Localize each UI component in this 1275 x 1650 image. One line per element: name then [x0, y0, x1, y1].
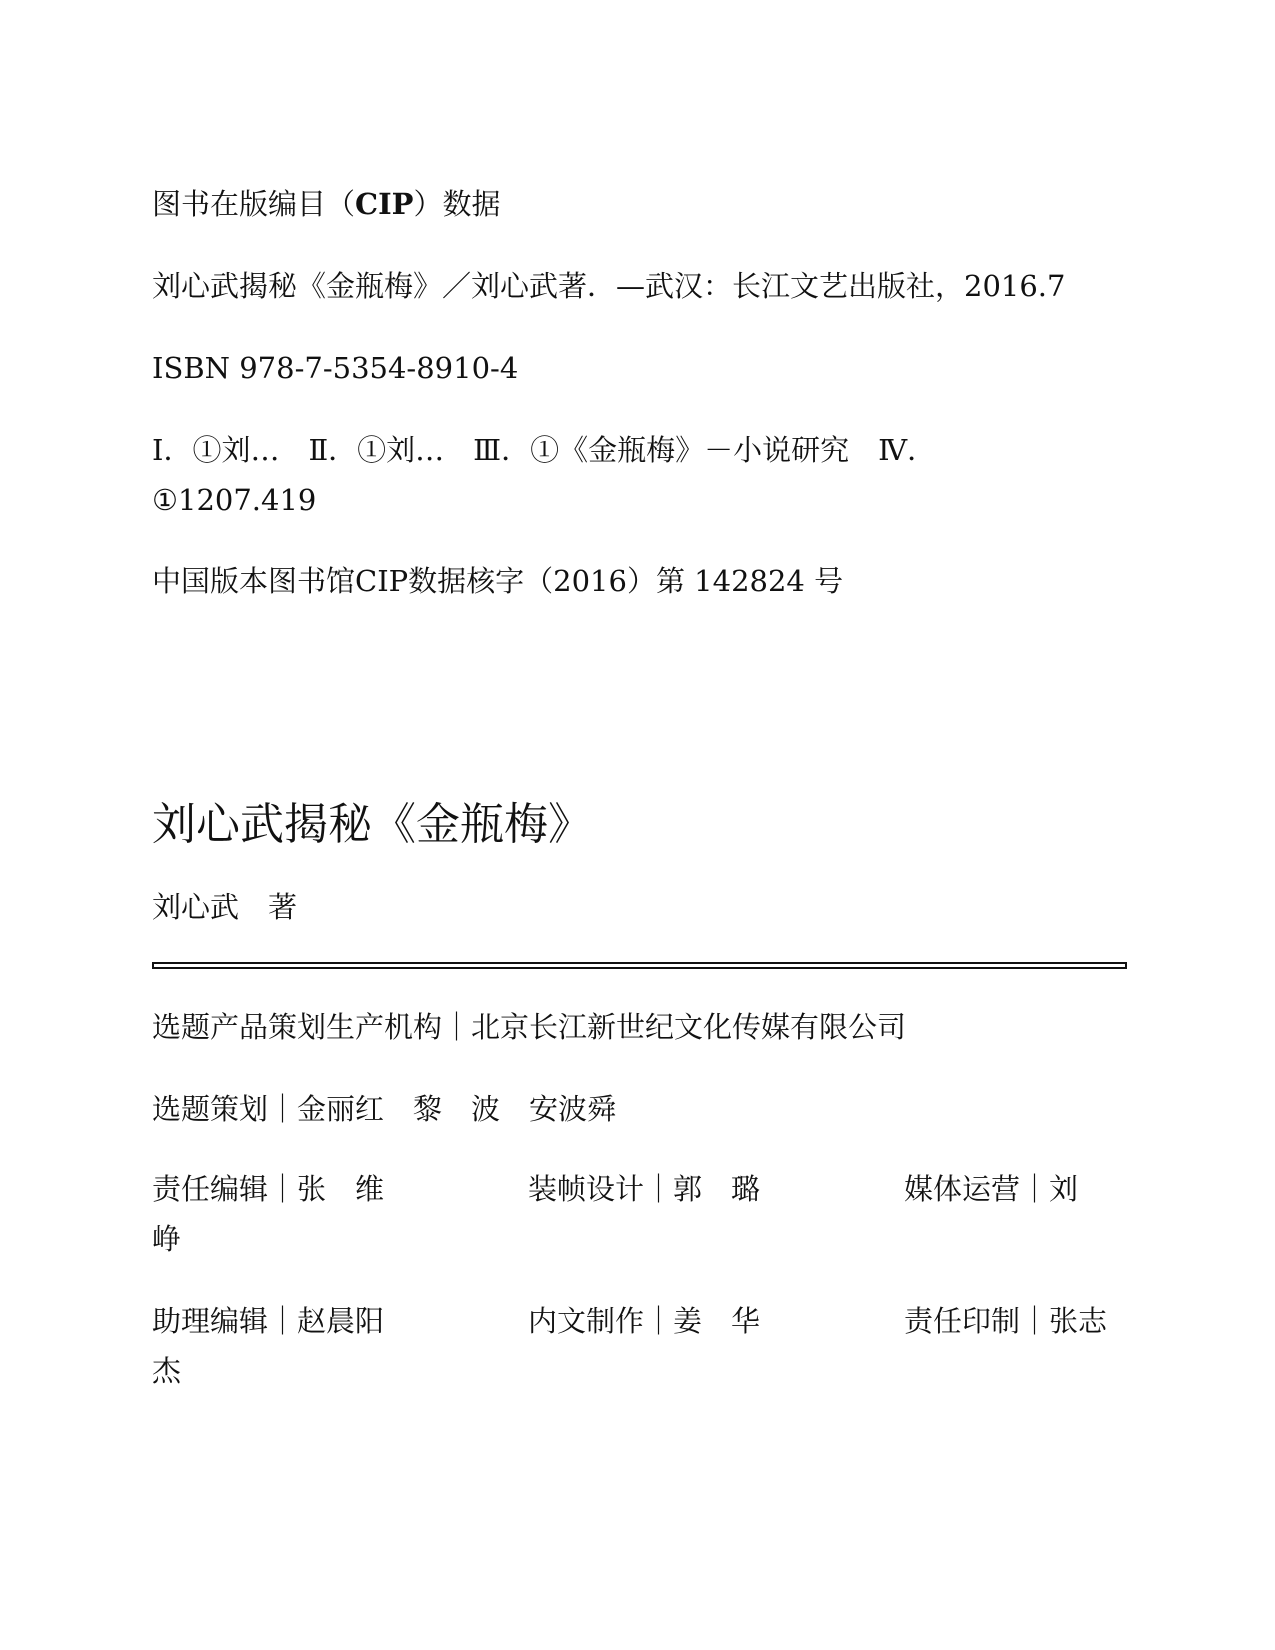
cip-title-line: 刘心武揭秘《金瓶梅》／刘心武著．—武汉：长江文艺出版社，2016.7 — [152, 269, 1066, 303]
double-rule-divider — [152, 962, 1127, 969]
book-author: 刘心武 著 — [152, 890, 298, 924]
cip-heading — [152, 186, 500, 222]
credit-planning: 选题策划｜金丽红 黎 波 安波舜 — [152, 1092, 617, 1126]
credit-media-operations: 媒体运营｜刘 — [904, 1172, 1079, 1206]
credit-text-production: 内文制作｜姜 华 — [528, 1304, 761, 1338]
book-title: 刘心武揭秘《金瓶梅》 — [152, 799, 592, 850]
cip-heading-bold: CIP — [355, 187, 414, 221]
cip-heading-prefix: 图书在版编目（ — [152, 187, 356, 221]
credit-print-supervisor-continued: 杰 — [152, 1354, 182, 1388]
credit-responsible-editor: 责任编辑｜张 维 — [152, 1172, 385, 1206]
credit-assistant-editor: 助理编辑｜赵晨阳 — [152, 1304, 385, 1338]
cip-classification-line-2: ①1207.419 — [152, 483, 317, 517]
copyright-page — [152, 0, 1127, 1650]
credit-binding-design: 装帧设计｜郭 璐 — [528, 1172, 761, 1206]
credit-producer: 选题产品策划生产机构｜北京长江新世纪文化传媒有限公司 — [152, 1010, 907, 1044]
cip-heading-suffix: ）数据 — [413, 187, 501, 221]
cip-record-number: 中国版本图书馆CIP数据核字（2016）第 142824 号 — [152, 564, 844, 598]
credit-print-supervisor: 责任印制｜张志 — [904, 1304, 1108, 1338]
cip-isbn: ISBN 978-7-5354-8910-4 — [152, 351, 519, 385]
credit-media-operations-continued: 峥 — [152, 1222, 182, 1256]
cip-classification-line-1: Ⅰ．①刘… Ⅱ．①刘… Ⅲ．①《金瓶梅》－小说研究 Ⅳ． — [152, 433, 937, 467]
